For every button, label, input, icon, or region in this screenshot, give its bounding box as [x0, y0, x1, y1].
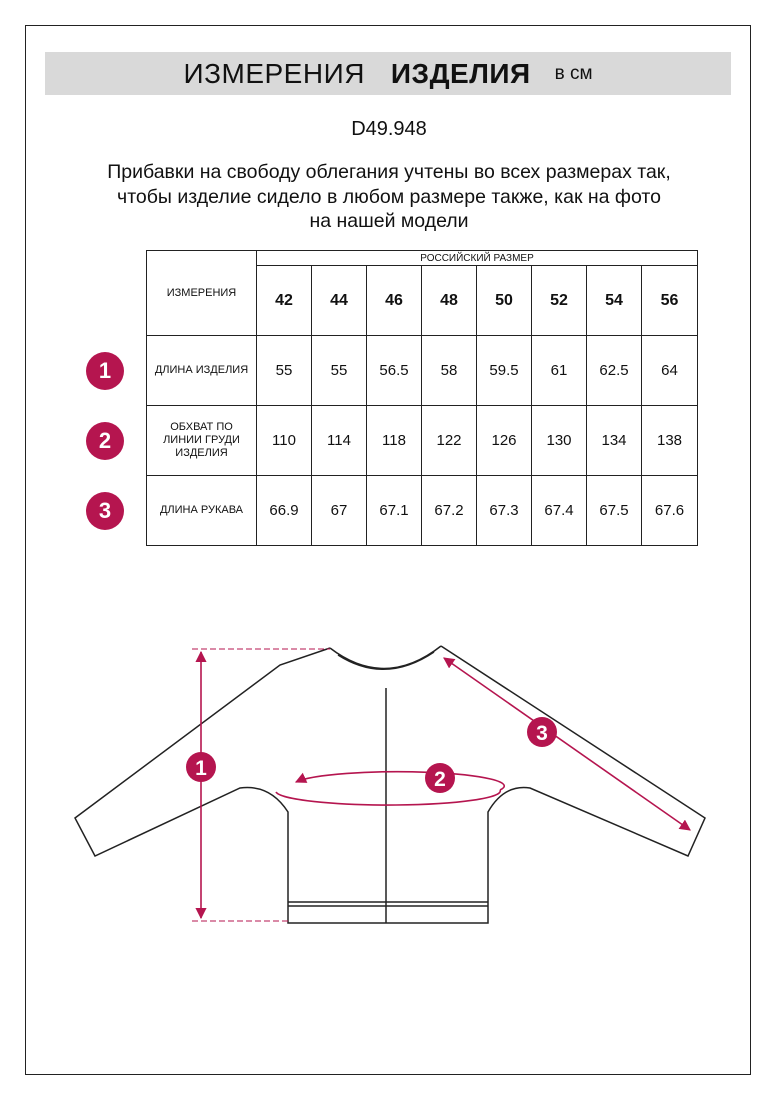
fit-note-line: чтобы изделие сидело в любом размере также, как на фото [117, 185, 661, 208]
value-cell: 118 [367, 406, 422, 476]
value-cell: 64 [642, 336, 698, 406]
value-cell: 134 [587, 406, 642, 476]
product-code: D49.948 [351, 118, 427, 140]
title-banner [45, 52, 731, 95]
size-group-header: РОССИЙСКИЙ РАЗМЕР [257, 251, 698, 266]
row-label-line: ЛИНИИ ГРУДИ [163, 434, 240, 446]
size-table [146, 250, 698, 546]
measure-header: ИЗМЕРЕНИЯ [147, 251, 257, 336]
size-cell: 54 [587, 266, 642, 336]
chest-arrow [296, 772, 504, 790]
title-regular: ИЗМЕРЕНИЯ [183, 57, 365, 89]
garment-diagram [0, 600, 778, 940]
value-cell: 67.6 [642, 476, 698, 546]
row-label-line: ДЛИНА ИЗДЕЛИЯ [154, 364, 249, 376]
value-cell: 62.5 [587, 336, 642, 406]
title-bold: ИЗДЕЛИЯ [390, 57, 531, 89]
row-label [147, 406, 257, 476]
value-cell: 55 [257, 336, 312, 406]
value-cell: 56.5 [367, 336, 422, 406]
value-cell: 126 [477, 406, 532, 476]
value-cell: 66.9 [257, 476, 312, 546]
value-cell: 59.5 [477, 336, 532, 406]
value-cell: 122 [422, 406, 477, 476]
sweater-outline [75, 646, 705, 923]
diagram-badges [186, 717, 557, 793]
row-number-badge: 1 [86, 352, 124, 390]
row-label [147, 476, 257, 546]
size-cell: 56 [642, 266, 698, 336]
value-cell: 58 [422, 336, 477, 406]
value-cell: 130 [532, 406, 587, 476]
table-row [147, 336, 698, 406]
title-unit: в см [554, 62, 593, 84]
value-cell: 67.4 [532, 476, 587, 546]
value-cell: 67.3 [477, 476, 532, 546]
value-cell: 67.5 [587, 476, 642, 546]
value-cell: 67.2 [422, 476, 477, 546]
value-cell: 114 [312, 406, 367, 476]
size-cell: 44 [312, 266, 367, 336]
value-cell: 110 [257, 406, 312, 476]
size-cell: 42 [257, 266, 312, 336]
value-cell: 55 [312, 336, 367, 406]
fit-note [60, 160, 718, 234]
size-cell: 50 [477, 266, 532, 336]
size-cell: 52 [532, 266, 587, 336]
marker-number: 2 [434, 768, 446, 791]
row-label-line: ОБХВАТ ПО [170, 421, 233, 433]
fit-note-line: на нашей модели [309, 210, 469, 232]
value-cell: 67.1 [367, 476, 422, 546]
value-cell: 61 [532, 336, 587, 406]
value-cell: 67 [312, 476, 367, 546]
row-label-line: ИЗДЕЛИЯ [175, 447, 228, 459]
size-cell: 46 [367, 266, 422, 336]
table-row [147, 406, 698, 476]
row-number-badge: 3 [86, 492, 124, 530]
marker-number: 3 [536, 722, 548, 745]
row-label [147, 336, 257, 406]
table-row [147, 476, 698, 546]
fit-note-line: Прибавки на свободу облегания учтены во всех размерах так, [107, 161, 671, 183]
row-label-line: ДЛИНА РУКАВА [159, 504, 244, 516]
chest-arrow [276, 790, 500, 805]
value-cell: 138 [642, 406, 698, 476]
row-number-badge: 2 [86, 422, 124, 460]
size-cell: 48 [422, 266, 477, 336]
marker-number: 1 [195, 757, 207, 780]
